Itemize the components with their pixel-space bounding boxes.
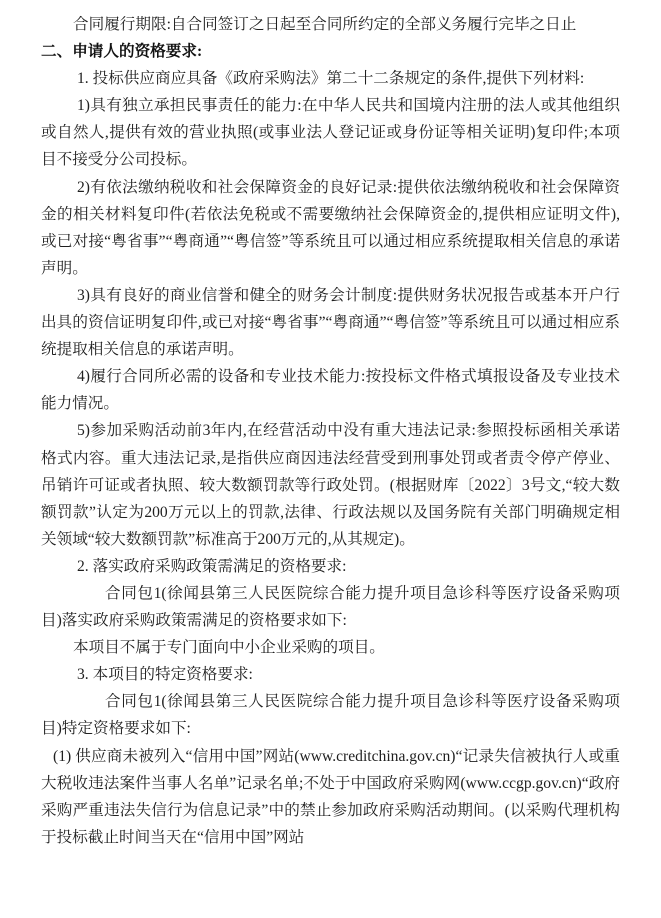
specific-item-1-credit-china: (1) 供应商未被列入“信用中国”网站(www.creditchina.gov.cn)“记录失信被执行人或重大税收违法案件当事人名单”记录名单;不处于中国政府采购网(www.ccgp.gov.cn)“政府采购严重违法失信行为信息记录”中的禁止参加政府采购活动期间。(以采购代理机构于投标截止时间当天在“信用中国”网站 [41,747,620,846]
sme-procurement-note: 本项目不属于专门面向中小企业采购的项目。 [73,639,385,657]
package-1-specific-requirement-line: 合同包1(徐闻县第三人民医院综合能力提升项目急诊科等医疗设备采购项目)特定资格要求如下: [41,693,620,738]
item-4-equipment-technical-ability: 4)履行合同所必需的设备和专业技术能力:按投标文件格式填报设备及专业技术能力情况。 [41,368,620,413]
item-5-no-major-violations: 5)参加采购活动前3年内,在经营活动中没有重大违法记录:参照投标函相关承诺格式内容。重大违法记录,是指供应商因违法经营受到刑事处罚或者责令停产停业、吊销许可证或者执照、较大数额罚款等行政处罚。(根据财库〔2022〕3号文,“较大数额罚款”认定为200万元以上的罚款,法律、行政法规以及国务院有关部门明确规定相关领域“较大数额罚款”标准高于200万元的,从其规定)。 [41,422,620,548]
item-2-tax-social-security-record: 2)有依法缴纳税收和社会保障资金的良好记录:提供依法缴纳税收和社会保障资金的相关材料复印件(若依法免税或不需要缴纳社会保障资金的,提供相应证明文件),或已对接“粤省事”“粤商通”“粤信签”等系统且可以通过相应系统提取相关信息的承诺声明。 [41,178,620,277]
section-2-heading: 二、申请人的资格要求: [41,43,203,61]
contract-performance-period-paragraph: 合同履行期限:自合同签订之日起至合同所约定的全部义务履行完毕之日止 [73,16,577,33]
item-1-civil-liability: 1)具有独立承担民事责任的能力:在中华人民共和国境内注册的法人或其他组织或自然人,提供有效的营业执照(或事业法人登记证或身份证等相关证明)复印件;本项目不接受分公司投标。 [41,97,620,169]
clause-2-policy-qualification: 2. 落实政府采购政策需满足的资格要求: [77,557,347,575]
package-1-policy-requirement-line: 合同包1(徐闻县第三人民医院综合能力提升项目急诊科等医疗设备采购项目)落实政府采购政策需满足的资格要求如下: [41,584,620,630]
clause-1-supplier-conditions: 1. 投标供应商应具备《政府采购法》第二十二条规定的条件,提供下列材料: [77,70,585,88]
item-3-business-reputation-finance: 3)具有良好的商业信誉和健全的财务会计制度:提供财务状况报告或基本开户行出具的资信证明复印件,或已对接“粤省事”“粤商通”“粤信签”等系统且可以通过相应系统提取相关信息的承诺声明。 [41,286,620,359]
clause-3-specific-qualification: 3. 本项目的特定资格要求: [77,666,253,684]
